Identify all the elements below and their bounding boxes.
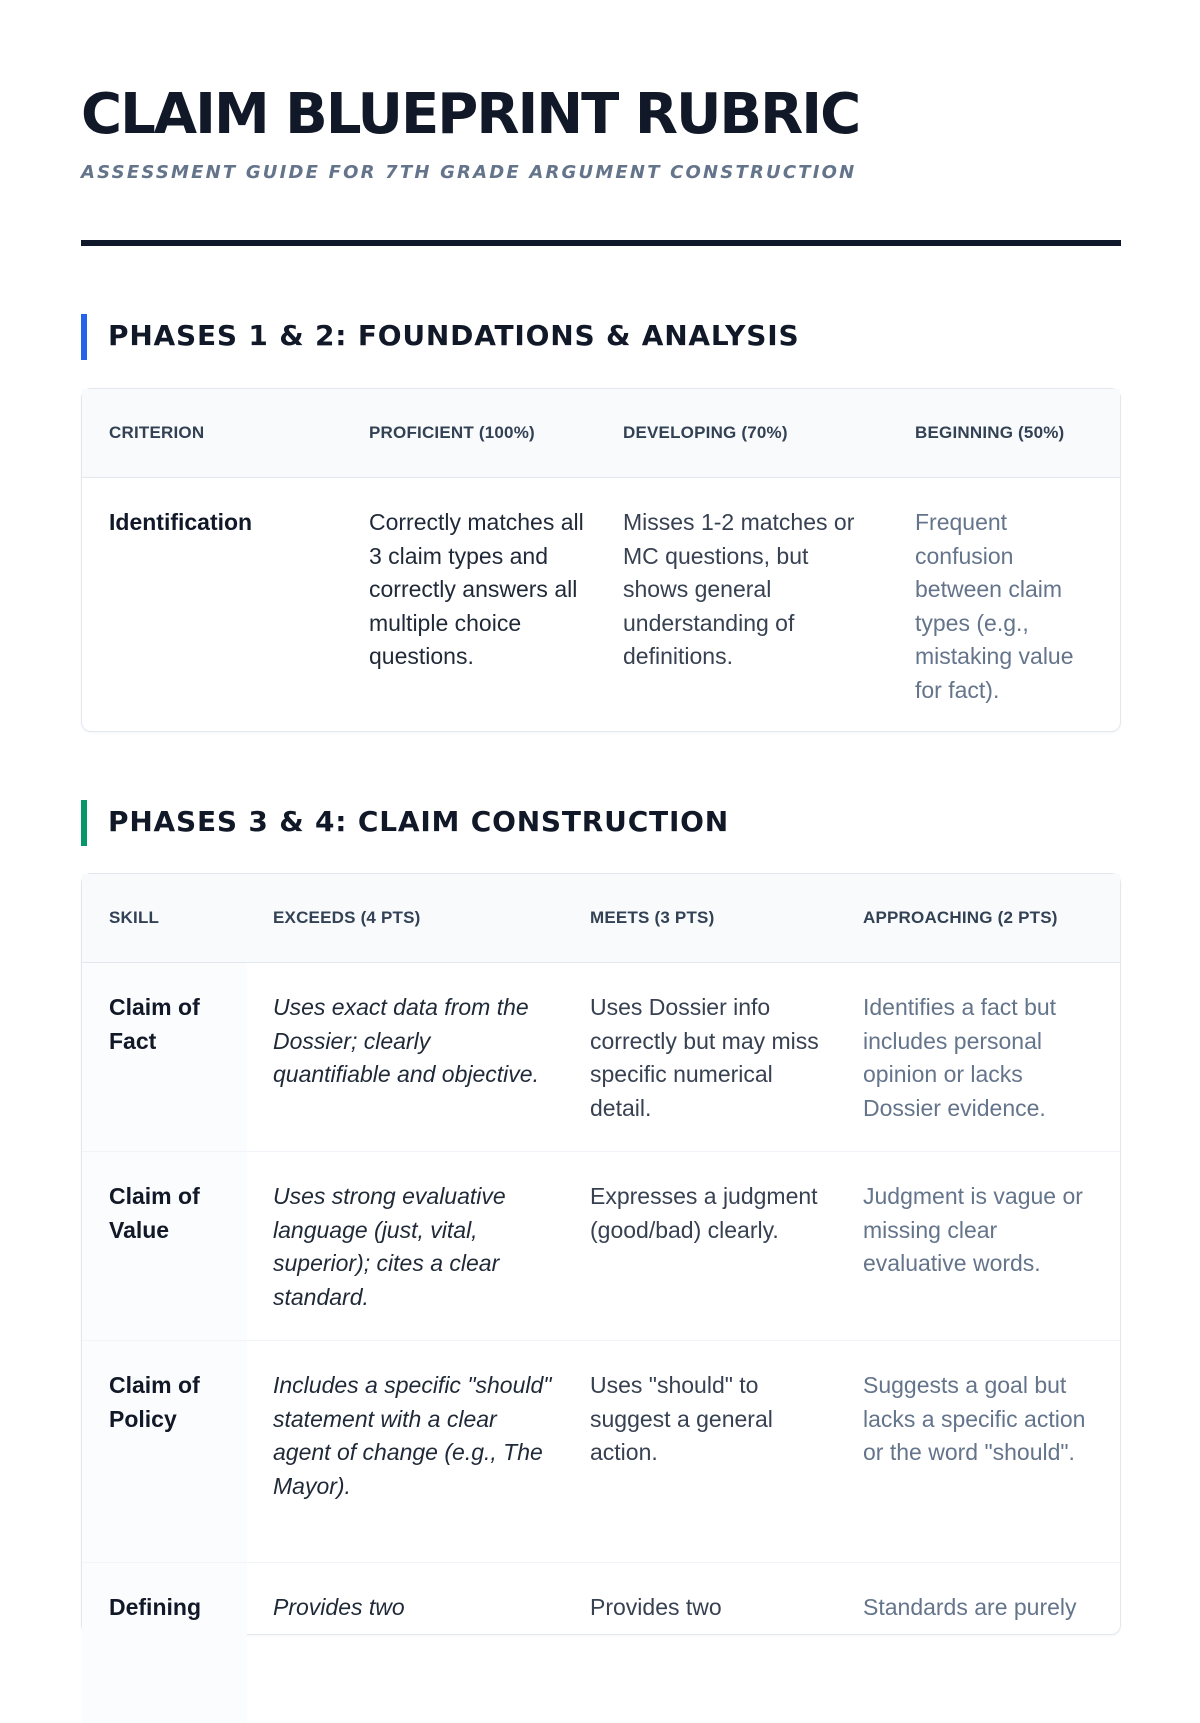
column-header-meets: MEETS (3 PTS)	[590, 908, 715, 927]
exceeds-cell: Provides two	[273, 1594, 405, 1620]
rubric-table-phases-1-2	[81, 388, 1121, 732]
section-heading-phases-3-4	[81, 800, 1121, 846]
exceeds-cell: Uses strong evaluative language (just, vital, superior); cites a clear standard.	[273, 1183, 506, 1310]
rubric-table-phases-3-4	[81, 873, 1121, 1635]
column-header-skill: SKILL	[109, 908, 160, 927]
page-subtitle: ASSESSMENT GUIDE FOR 7TH GRADE ARGUMENT CONSTRUCTION	[81, 162, 857, 183]
approaching-cell: Standards are purely	[863, 1594, 1077, 1620]
column-header-exceeds: EXCEEDS (4 PTS)	[273, 908, 421, 927]
skill-cell: Claim of Fact	[109, 994, 200, 1054]
meets-cell: Uses Dossier info correctly but may miss specific numerical detail.	[590, 994, 819, 1121]
exceeds-cell: Uses exact data from the Dossier; clearly quantifiable and objective.	[273, 994, 539, 1087]
meets-cell: Expresses a judgment (good/bad) clearly.	[590, 1183, 818, 1243]
developing-cell: Misses 1-2 matches or MC questions, but shows general understanding of definitions.	[623, 509, 855, 669]
column-header-developing: DEVELOPING (70%)	[623, 423, 788, 442]
beginning-cell: Frequent confusion between claim types (e.g., mistaking value for fact).	[915, 509, 1074, 703]
section-title: PHASES 1 & 2: FOUNDATIONS & ANALYSIS	[108, 319, 800, 352]
meets-cell: Provides two	[590, 1594, 722, 1620]
table-row	[82, 478, 1120, 730]
criterion-cell: Identification	[109, 509, 253, 535]
meets-cell: Uses "should" to suggest a general action.	[590, 1372, 773, 1465]
section-accent-bar	[81, 314, 87, 360]
column-header-proficient: PROFICIENT (100%)	[369, 423, 535, 442]
column-header-criterion: CRITERION	[109, 423, 205, 442]
skill-cell: Claim of Value	[109, 1183, 200, 1243]
table-row	[82, 1563, 1120, 1723]
approaching-cell: Judgment is vague or missing clear evaluative words.	[863, 1183, 1083, 1276]
section-accent-bar	[81, 800, 87, 846]
approaching-cell: Identifies a fact but includes personal opinion or lacks Dossier evidence.	[863, 994, 1057, 1121]
skill-cell: Claim of Policy	[109, 1372, 200, 1432]
table-header	[82, 389, 1120, 478]
exceeds-cell: Includes a specific "should" statement with a clear agent of change (e.g., The Mayor).	[273, 1372, 552, 1499]
proficient-cell: Correctly matches all 3 claim types and correctly answers all multiple choice questions.	[369, 509, 584, 669]
column-header-beginning: BEGINNING (50%)	[915, 423, 1065, 442]
table-row	[82, 1341, 1120, 1563]
table-row	[82, 1152, 1120, 1341]
title-divider	[81, 240, 1121, 246]
table-row	[82, 963, 1120, 1152]
section-title: PHASES 3 & 4: CLAIM CONSTRUCTION	[108, 805, 729, 838]
skill-column-background	[82, 1563, 247, 1723]
table-header	[82, 874, 1120, 963]
approaching-cell: Suggests a goal but lacks a specific action or the word "should".	[863, 1372, 1086, 1465]
skill-cell: Defining	[109, 1594, 201, 1620]
section-heading-phases-1-2	[81, 314, 1121, 360]
page-title: CLAIM BLUEPRINT RUBRIC	[81, 82, 860, 147]
column-header-approaching: APPROACHING (2 PTS)	[863, 908, 1058, 927]
